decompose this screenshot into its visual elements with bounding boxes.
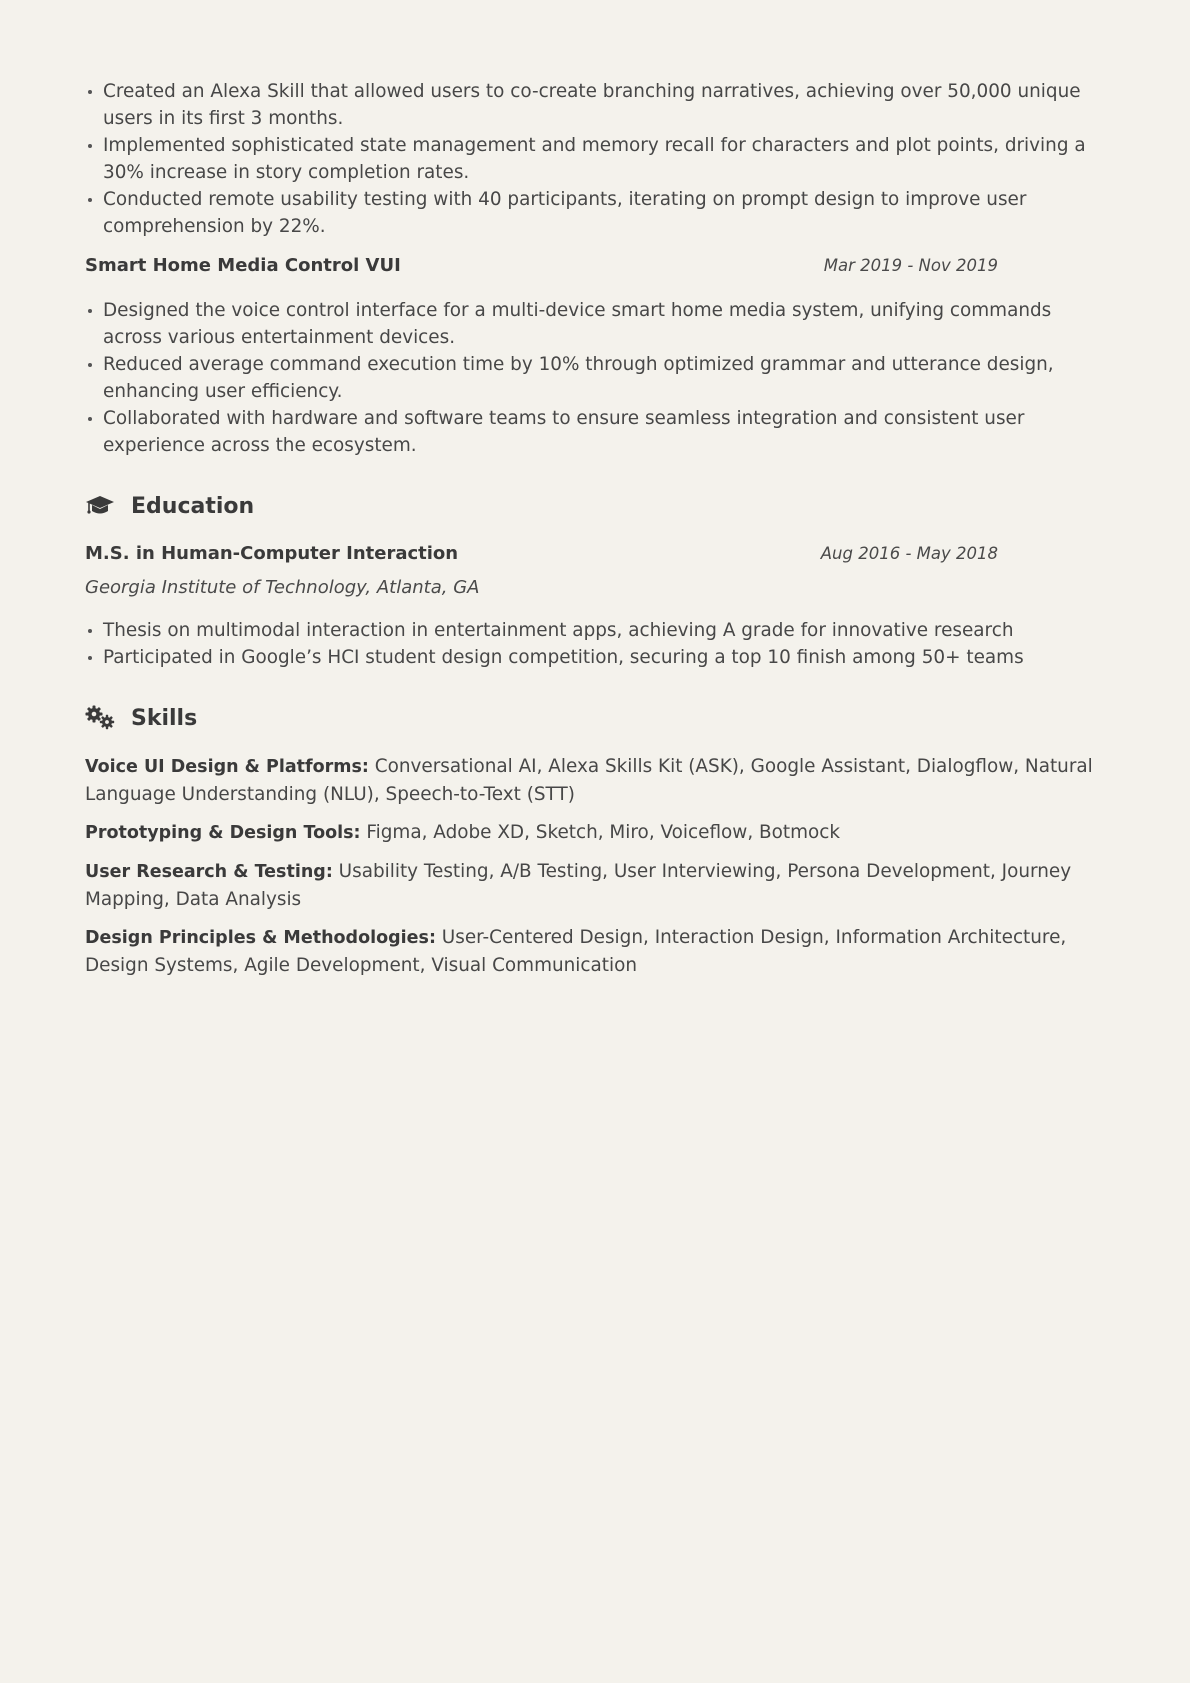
education-degree: M.S. in Human-Computer Interaction (85, 543, 459, 564)
skill-label: User Research & Testing: (85, 862, 333, 882)
list-item: Collaborated with hardware and software teams to ensure seamless integration and consistent user experience across the ecosystem. (103, 405, 1105, 459)
project2-date: Mar 2019 - Nov 2019 (823, 256, 998, 275)
skill-row (85, 924, 1105, 979)
skill-value: Figma, Adobe XD, Sketch, Miro, Voiceflow, Botmock (360, 822, 841, 843)
education-section-header (85, 493, 1105, 519)
skills-heading: Skills (131, 705, 198, 731)
list-item: Designed the voice control interface for a multi-device smart home media system, unifying commands across various entertainment devices. (103, 297, 1105, 351)
education-school: Georgia Institute of Technology, Atlanta, GA (85, 577, 480, 598)
education-entry-header (85, 543, 1105, 564)
skill-value: Conversational AI, Alexa Skills Kit (ASK), Google Assistant, Dialogflow, Natural Language Understanding (NLU), Speech-to-Text (STT) (85, 756, 1093, 805)
list-item: Conducted remote usability testing with 40 participants, iterating on prompt design to improve user comprehension by 22%. (103, 186, 1105, 240)
project2-title: Smart Home Media Control VUI (85, 255, 401, 276)
skill-label: Design Principles & Methodologies: (85, 928, 436, 948)
list-item: Reduced average command execution time by 10% through optimized grammar and utterance design, enhancing user efficiency. (103, 351, 1105, 405)
skill-value: User-Centered Design, Interaction Design, Information Architecture, Design Systems, Agile Development, Visual Communication (85, 927, 1067, 976)
education-date: Aug 2016 - May 2018 (820, 544, 998, 563)
list-item: Implemented sophisticated state management and memory recall for characters and plot points, driving a 30% increase in story completion rates. (103, 132, 1105, 186)
skills-section-header (85, 705, 1105, 731)
education-heading: Education (131, 493, 255, 519)
skill-label: Voice UI Design & Platforms: (85, 757, 369, 777)
graduation-cap-icon (85, 493, 117, 519)
gears-icon (85, 705, 117, 731)
list-item: Thesis on multimodal interaction in entertainment apps, achieving A grade for innovative research (103, 617, 1105, 644)
list-item: Created an Alexa Skill that allowed users to co-create branching narratives, achieving over 50,000 unique users in its first 3 months. (103, 78, 1105, 132)
skill-row (85, 819, 1105, 847)
skill-value: Usability Testing, A/B Testing, User Interviewing, Persona Development, Journey Mapping, Data Analysis (85, 861, 1072, 910)
skill-row (85, 753, 1105, 808)
education-bullets (85, 617, 1105, 671)
skill-row (85, 858, 1105, 913)
project1-bullets (85, 78, 1105, 240)
list-item: Participated in Google’s HCI student design competition, securing a top 10 finish among 50+ teams (103, 644, 1105, 671)
skill-label: Prototyping & Design Tools: (85, 823, 361, 843)
project2-bullets (85, 297, 1105, 459)
project2-header (85, 255, 1105, 276)
skills-list (85, 753, 1105, 979)
